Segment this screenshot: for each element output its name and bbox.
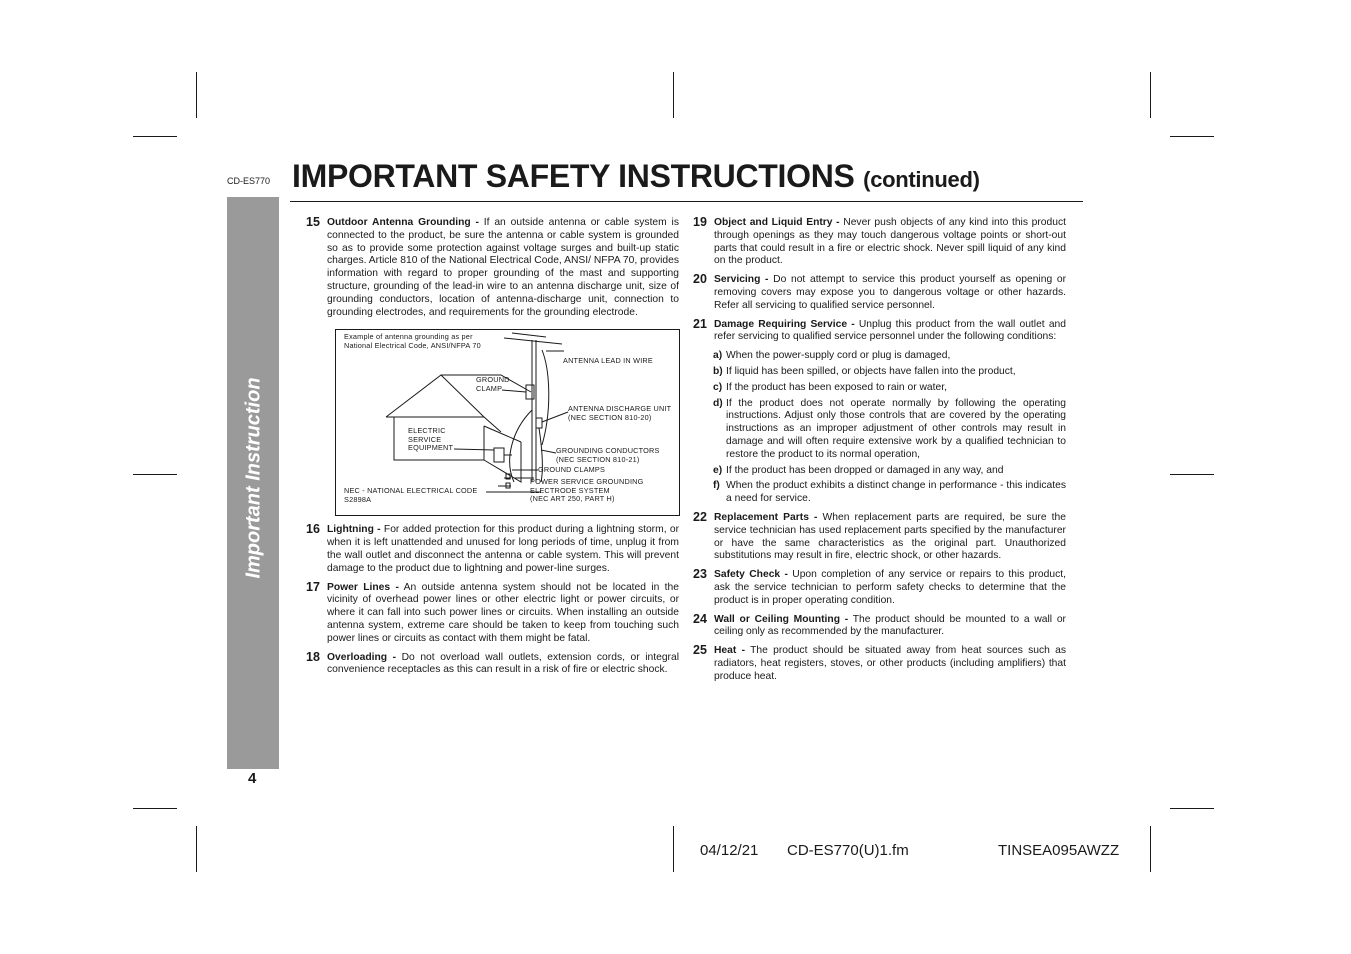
crop-mark (133, 474, 177, 475)
page-title (292, 158, 980, 195)
label-line: SERVICE (408, 434, 442, 444)
item-number: 16 (306, 522, 320, 537)
item-text: When replacement parts are required, be sure the service technician has used replacement parts specified by the manufacturer or have the same characteristics as the original part. Unauthorized substitutions may result in fire, electric shock, or other hazards. (714, 511, 1066, 562)
condition-label: a) (713, 350, 723, 362)
instruction-item (693, 569, 1066, 607)
condition-label: e) (713, 464, 723, 476)
item-number: 22 (693, 509, 707, 524)
condition-label: f) (713, 480, 720, 492)
page-title-suffix: (continued) (863, 167, 980, 192)
item-number: 18 (306, 649, 320, 664)
instruction-item (693, 274, 1066, 312)
crop-mark (133, 808, 177, 809)
item-title: Power Lines - (327, 581, 399, 593)
condition-text: If the product does not operate normally by following the operating instructions. Adjust only those controls that are covered by the operating instructions as an improper adjustment of other controls may result in damage and will often require extensive work by a qualified technician to restore the product to its normal operation, (726, 397, 1066, 460)
crop-mark (196, 72, 197, 118)
condition-text: If liquid has been spilled, or objects have fallen into the product, (726, 365, 1016, 377)
condition-label: b) (713, 365, 723, 377)
item-text: Do not attempt to service this product yourself as opening or removing covers may expose you to dangerous voltage or other hazards. Refer all servicing to qualified service personnel. (714, 274, 1066, 311)
item-title: Heat - (714, 645, 746, 657)
page-number: 4 (248, 770, 257, 787)
item-title: Safety Check - (714, 569, 788, 581)
label-line: ANTENNA DISCHARGE UNIT (568, 404, 672, 414)
item-title: Replacement Parts - (714, 511, 818, 523)
item-number: 20 (693, 272, 707, 287)
label-line: CLAMP (476, 383, 503, 393)
label-line: EQUIPMENT (408, 442, 454, 452)
instruction-item (693, 611, 1066, 640)
item-number: 25 (693, 643, 707, 658)
crop-mark (1170, 474, 1214, 475)
item-title: Servicing - (714, 274, 769, 286)
item-number: 23 (693, 567, 707, 582)
footer-doc-code: TINSEA095AWZZ (998, 842, 1120, 859)
condition-item (693, 398, 1066, 462)
item-text: The product should be situated away from heat sources such as radiators, heat registers, stoves, or other products (including amplifiers) that produce heat. (714, 645, 1066, 682)
footer-date: 04/12/21 (700, 842, 759, 859)
caption-line: Example of antenna grounding as per (344, 332, 473, 342)
instruction-item (693, 316, 1067, 345)
label-ground-clamps: GROUND CLAMPS (538, 465, 606, 475)
item-text: The product should be mounted to a wall or ceiling only as recommended by the manufacturer. (714, 613, 1066, 638)
label-line: GROUNDING CONDUCTORS (556, 446, 660, 456)
crop-mark (1150, 826, 1151, 872)
item-text: Do not overload wall outlets, extension cords, or integral convenience receptacles as this can result in a risk of fire or electric shock. (327, 651, 679, 676)
left-column (306, 217, 679, 683)
item-title: Outdoor Antenna Grounding - (327, 217, 479, 228)
instruction-item (306, 579, 679, 646)
item-title: Damage Requiring Service - (714, 318, 855, 330)
item-number: 19 (693, 215, 707, 229)
item-number: 15 (306, 215, 320, 229)
condition-text: If the product has been dropped or damaged in any way, and (726, 464, 1004, 476)
condition-item (693, 350, 1066, 363)
label-line: ELECTRODE SYSTEM (530, 485, 610, 495)
condition-label: d) (713, 397, 723, 409)
label-power-service (530, 478, 644, 503)
item-title: Lightning - (327, 524, 381, 536)
title-rule (290, 201, 1083, 202)
item-text: Upon completion of any service or repairs to this product, ask the service technician to perform safety checks to determine that the product is in proper operating condition. (714, 569, 1066, 606)
instruction-item (693, 645, 1066, 683)
crop-mark (1170, 808, 1214, 809)
right-column (693, 217, 1066, 690)
label-ground-clamp (476, 376, 510, 393)
label-line: (NEC SECTION 810-21) (556, 454, 640, 464)
label-antenna-lead: ANTENNA LEAD IN WIRE (563, 356, 653, 366)
diagram-caption (344, 333, 481, 350)
label-grounding-conductors (556, 447, 660, 464)
item-number: 17 (306, 579, 320, 594)
item-text: If an outside antenna or cable system is connected to the product, be sure the antenna or cable system is grounded so as to provide some protection against voltage surges and built-up static charges. Article 810 of the National Electrical Code, ANSI/ NFPA 70, provides information with regard to proper grounding of the mast and supporting structure, grounding of the lead-in wire to an antenna discharge unit, size of grounding conductors, location of antenna-discharge unit, connection to grounding electrodes, and requirements for the grounding electrode. (327, 217, 679, 318)
crop-mark (1150, 72, 1151, 118)
condition-text: When the power-supply cord or plug is damaged, (726, 350, 951, 362)
condition-label: c) (713, 381, 723, 393)
page-title-main: IMPORTANT SAFETY INSTRUCTIONS (292, 158, 855, 194)
model-number: CD-ES770 (227, 176, 271, 186)
caption-line: National Electrical Code, ANSI/NFPA 70 (344, 340, 481, 350)
crop-mark (673, 72, 674, 118)
instruction-item (693, 217, 1066, 268)
label-line: ELECTRIC (408, 426, 446, 436)
crop-mark (673, 826, 674, 872)
crop-mark (196, 826, 197, 872)
condition-text: If the product has been exposed to rain or water, (726, 381, 947, 393)
instruction-item (693, 509, 1066, 563)
antenna-grounding-diagram (335, 329, 680, 516)
label-line: (NEC ART 250, PART H) (530, 493, 615, 503)
condition-item (693, 480, 1066, 506)
label-line: GROUND (476, 375, 510, 385)
section-tab-label: Important Instruction (242, 377, 265, 579)
item-text: Never push objects of any kind into this product through openings as they may touch dangerous voltage points or short-out parts that could result in a fire or electric shock. Never spill liquid of any kind on the product. (714, 217, 1066, 267)
label-line: (NEC SECTION 810-20) (568, 412, 652, 422)
condition-item (693, 465, 1066, 478)
item-text: For added protection for this product during a lightning storm, or when it is left unattended and unused for long periods of time, unplug it from the wall outlet and disconnect the antenna or cable system. This will prevent damage to the product due to lightning and power-line surges. (327, 524, 679, 574)
label-line: S2898A (344, 494, 372, 504)
item-title: Wall or Ceiling Mounting - (714, 613, 849, 625)
item-title: Object and Liquid Entry - (714, 217, 840, 228)
item-title: Overloading - (327, 651, 397, 663)
instruction-item (306, 217, 679, 319)
condition-text: When the product exhibits a distinct change in performance - this indicates a need for service. (726, 480, 1066, 505)
condition-item (693, 366, 1066, 379)
instruction-item (306, 524, 679, 575)
crop-mark (1170, 136, 1214, 137)
footer-filename: CD-ES770(U)1.fm (787, 842, 909, 859)
item-text: Unplug this product from the wall outlet and refer servicing to qualified service personnel under the following conditions: (714, 318, 1067, 343)
label-line: POWER SERVICE GROUNDING (530, 477, 644, 487)
crop-mark (133, 136, 177, 137)
item-text: An outside antenna system should not be located in the vicinity of overhead power lines or other electric light or power circuits, or where it can fall into such power lines or circuits. When installing an outside antenna system, extreme care should be taken to keep from touching such power lines or circuits as contact with them might be fatal. (327, 581, 679, 644)
item-number: 21 (693, 316, 707, 331)
label-nec (344, 487, 477, 504)
label-line: NEC - NATIONAL ELECTRICAL CODE (344, 486, 478, 496)
item-number: 24 (693, 611, 707, 626)
condition-item (693, 382, 1066, 395)
label-electric-service (408, 427, 453, 452)
instruction-item (306, 649, 679, 678)
label-discharge-unit (568, 405, 671, 422)
